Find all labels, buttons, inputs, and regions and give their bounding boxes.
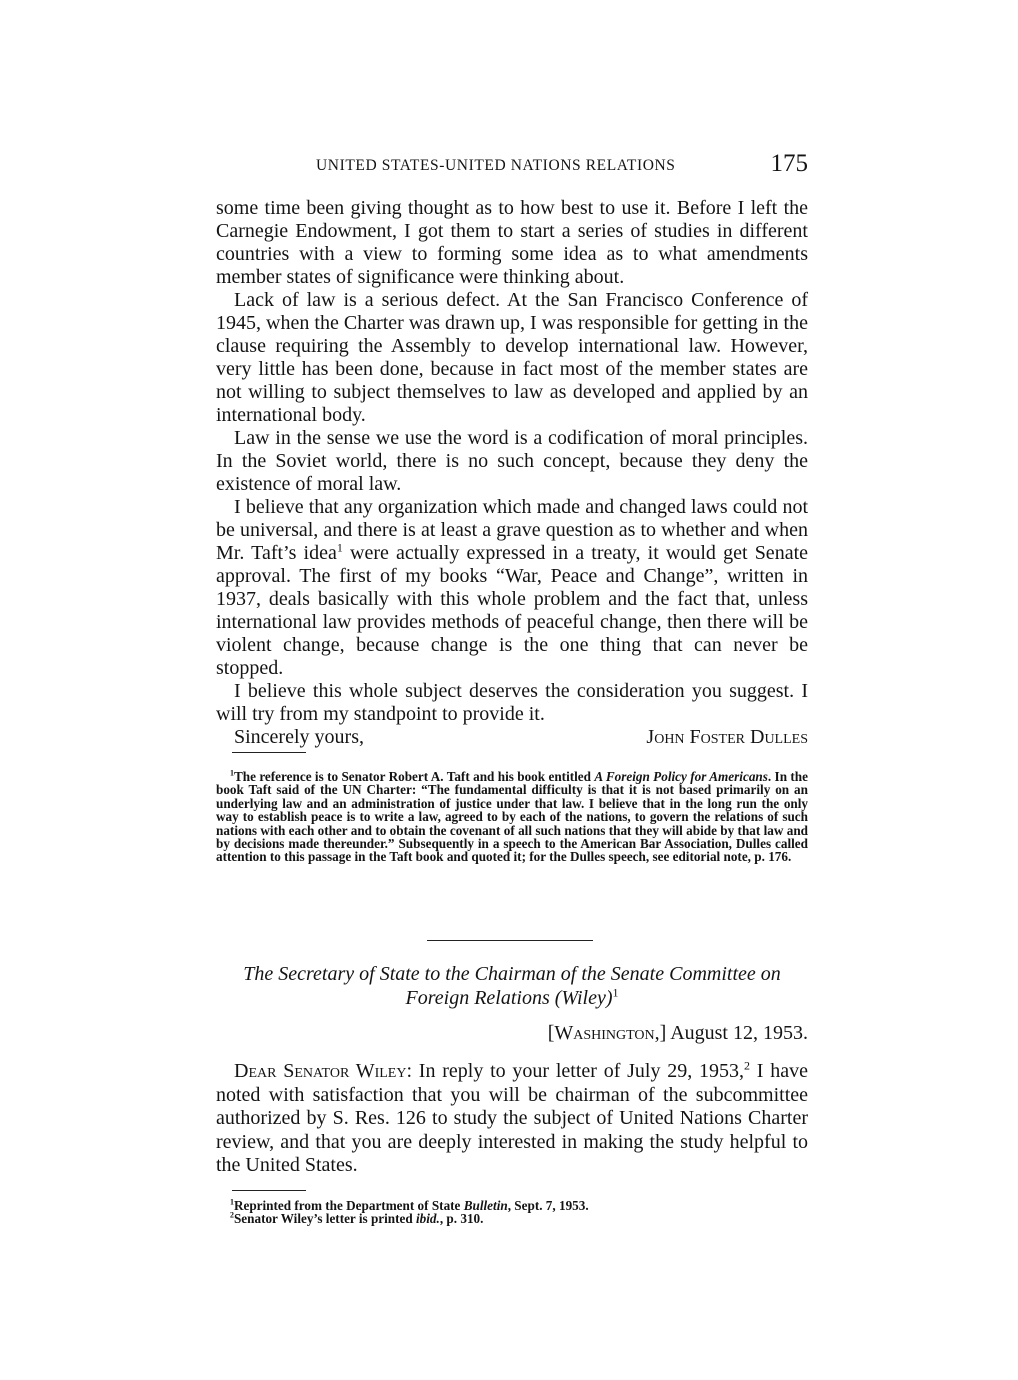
footnote-2-2 [216,1212,808,1225]
letter-2-text-cont: I have noted with satisfaction that you will be chairman of the subcommittee authorized by S. Res. 126 to study the subject of United Nations Charter review, and that you are deeply interested in making the study helpful to the United States. [216,1060,808,1176]
letter-2-paragraph [216,1060,808,1178]
citation-abbrev: ibid. [416,1211,440,1227]
footnote-text: Reprinted from the Department of State [233,1198,464,1213]
footnote-rule [232,752,306,753]
closing-line [216,726,808,749]
running-title: UNITED STATES-UNITED NATIONS RELATIONS [316,157,676,174]
publication-title: Bulletin [463,1198,508,1213]
book-title: A Foreign Policy for Americans [594,769,768,784]
document-heading [216,962,808,1010]
heading-text: Foreign Relations (Wiley) [405,987,613,1009]
dateline-place: [Washington,] [547,1022,667,1044]
paragraph-2: Lack of law is a serious defect. At the San Francisco Conference of 1945, when the Charter was drawn up, I was responsible for getting in the clause requiring the Assembly to develop international law. However, very little has been done, because in fact most of the member states are not willing to subject themselves to law as developed and applied by an international body. [216,289,808,426]
footnote-text: Senator Wiley’s letter is printed [233,1211,417,1227]
paragraph-4 [216,496,808,680]
footnote-marker: 2 [230,1211,234,1221]
letter-body [216,197,808,749]
footnote-rule-2 [232,1190,306,1191]
paragraph-4-text-cont: were actually expressed in a treaty, it would get Senate approval. The first of my books “War, Peace and Change”, written in 1937, deals basically with this whole problem and the fact that, unless international law provides methods of peaceful change, then there will be violent change, because change is the one thing that can never be stopped. [216,542,808,679]
footnote-marker: 1 [230,1197,234,1207]
letter-2-text: In reply to your letter of July 29, 1953, [412,1060,745,1082]
dateline-date: August 12, 1953. [666,1022,808,1044]
footnote-ref: 2 [744,1058,751,1073]
running-head [216,150,808,184]
complimentary-close: Sincerely yours, [234,726,364,748]
dateline [548,1022,808,1045]
paragraph-4-text: I believe that any organization which made and changed laws could not be universal, and there is at least a grave question as to whether and when Mr. Taft’s idea [216,496,808,564]
footnote-ref: 1 [612,985,619,1000]
footnote-text-cont: , Sept. 7, 1953. [507,1198,589,1213]
footnote-text-cont: . In the book Taft said of the UN Charter: “The fundamental difficulty is that it is not based primarily on an underlying law and an administration of justice under that law. I believe that in the long run the only way to establish peace is to write a law, agreed to by each of the nations, to govern the relations of such nations with each other and to obtain the covenant of all such nations that they will abide by that law and by decisions made thereunder.” Subsequently in a speech to the American Bar Association, Dulles called attention to this passage in the Taft book and quoted it; for the Dulles speech, see editorial note, p. 176. [216,769,808,865]
heading-line-1: The Secretary of State to the Chairman of the Senate Committee on [243,963,781,985]
paragraph-3: Law in the sense we use the word is a codification of moral principles. In the Soviet world, there is no such concept, because they deny the existence of moral law. [216,427,808,495]
paragraph-5: I believe this whole subject deserves the consideration you suggest. I will try from my standpoint to provide it. [216,680,808,725]
footnote-1 [216,770,808,864]
page-number: 175 [770,150,808,177]
signature: John Foster Dulles [646,726,808,748]
section-divider [427,940,593,941]
salutation: Dear Senator Wiley [234,1060,407,1082]
footnote-marker: 1 [230,768,234,778]
paragraph-1: some time been giving thought as to how best to use it. Before I left the Carnegie Endowment, I got them to start a series of studies in different countries with a view to forming some idea as to what amendments member states of significance were thinking about. [216,197,808,288]
heading-line-2 [216,986,808,1010]
footnote-text: The reference is to Senator Robert A. Taft and his book entitled [233,769,595,784]
footnote-text-cont: , p. 310. [439,1211,484,1227]
letter-2-body [216,1060,808,1178]
footnote-ref: 1 [336,540,343,555]
footnotes-section-1 [216,770,808,864]
salutation-colon: : [406,1060,413,1082]
footnotes-section-2 [216,1199,808,1226]
